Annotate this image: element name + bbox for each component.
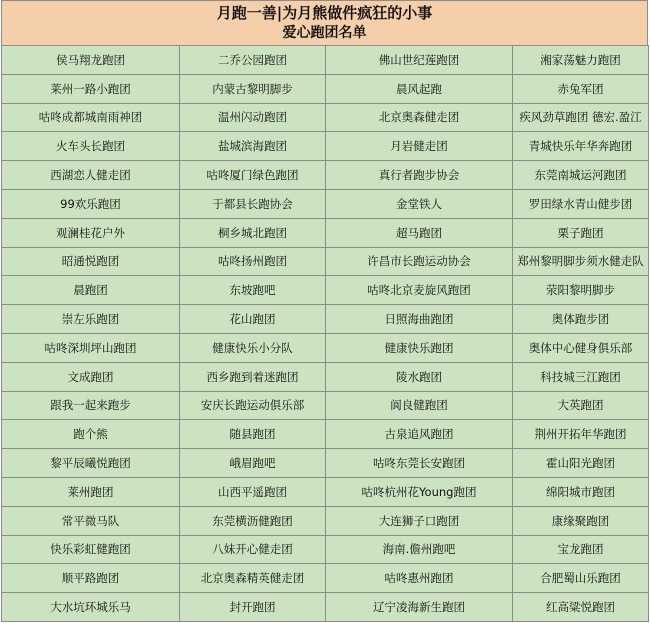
club-name-cell: 科技城三江跑团	[513, 362, 649, 391]
club-name-cell: 疾风劲草跑团 德宏.盈江	[513, 103, 649, 132]
club-name-cell: 罗田绿水青山健步团	[513, 189, 649, 218]
club-name-cell: 快乐彩虹健跑团	[2, 535, 180, 564]
club-name-cell: 赤兔军团	[513, 74, 649, 103]
club-name-cell: 于都县长跑协会	[180, 189, 326, 218]
table-row	[2, 305, 649, 334]
club-name-cell: 奥体跑步团	[513, 305, 649, 334]
page-title: 月跑一善|为月熊做件疯狂的小事	[216, 4, 433, 22]
table-row	[2, 333, 649, 362]
club-name-cell: 安庆长跑运动俱乐部	[180, 391, 326, 420]
club-name-cell: 合肥蜀山乐跑团	[513, 564, 649, 593]
club-name-cell: 咕咚杭州花Young跑团	[326, 477, 513, 506]
club-name-cell: 绵阳城市跑团	[513, 477, 649, 506]
club-table-body	[2, 46, 649, 622]
table-row	[2, 276, 649, 305]
club-name-cell: 山西平遥跑团	[180, 477, 326, 506]
club-name-cell: 咕咚东莞长安跑团	[326, 449, 513, 478]
club-name-cell: 顺平路跑团	[2, 564, 180, 593]
club-name-cell: 阆良健跑团	[326, 391, 513, 420]
club-name-cell: 日照海曲跑团	[326, 305, 513, 334]
title-band	[1, 0, 648, 45]
club-name-cell: 峨眉跑吧	[180, 449, 326, 478]
club-name-cell: 湘家荡魅力跑团	[513, 46, 649, 75]
table-row	[2, 218, 649, 247]
club-name-cell: 月岩健走团	[326, 132, 513, 161]
club-name-cell: 内蒙古黎明脚步	[180, 74, 326, 103]
club-name-cell: 辽宁凌海新生跑团	[326, 593, 513, 622]
club-name-cell: 栗子跑团	[513, 218, 649, 247]
club-name-cell: 金堂铁人	[326, 189, 513, 218]
club-name-cell: 真行者跑步协会	[326, 161, 513, 190]
club-name-cell: 盐城滨海跑团	[180, 132, 326, 161]
club-name-cell: 奥体中心健身俱乐部	[513, 333, 649, 362]
club-name-cell: 咕咚成都城南雨神团	[2, 103, 180, 132]
club-name-cell: 咕咚北京麦旋风跑团	[326, 276, 513, 305]
table-row	[2, 161, 649, 190]
table-row	[2, 535, 649, 564]
page-subtitle: 爱心跑团名单	[282, 25, 367, 41]
club-name-cell: 陵水跑团	[326, 362, 513, 391]
table-row	[2, 362, 649, 391]
club-name-cell: 霍山阳光跑团	[513, 449, 649, 478]
table-row	[2, 593, 649, 622]
club-name-cell: 北京奥森健走团	[326, 103, 513, 132]
club-name-cell: 康缘聚跑团	[513, 506, 649, 535]
club-name-cell: 晨跑团	[2, 276, 180, 305]
club-name-cell: 古泉追风跑团	[326, 420, 513, 449]
club-name-cell: 健康快乐小分队	[180, 333, 326, 362]
club-name-cell: 文成跑团	[2, 362, 180, 391]
club-name-cell: 咕咚惠州跑团	[326, 564, 513, 593]
club-name-cell: 西乡跑到着迷跑团	[180, 362, 326, 391]
club-name-cell: 红高粱悦跑团	[513, 593, 649, 622]
club-name-cell: 侯马翔龙跑团	[2, 46, 180, 75]
club-name-cell: 99欢乐跑团	[2, 189, 180, 218]
club-list-sheet	[1, 0, 648, 622]
club-name-cell: 咕咚扬州跑团	[180, 247, 326, 276]
club-name-cell: 东莞南城运河跑团	[513, 161, 649, 190]
club-name-cell: 荥阳黎明脚步	[513, 276, 649, 305]
club-name-cell: 封开跑团	[180, 593, 326, 622]
club-name-cell: 跟我一起来跑步	[2, 391, 180, 420]
club-name-cell: 郑州黎明脚步须水健走队	[513, 247, 649, 276]
club-name-cell: 东莞横沥健跑团	[180, 506, 326, 535]
club-name-cell: 莱州跑团	[2, 477, 180, 506]
club-name-cell: 东坡跑吧	[180, 276, 326, 305]
club-name-cell: 晨风起跑	[326, 74, 513, 103]
club-name-cell: 海南.儋州跑吧	[326, 535, 513, 564]
club-name-cell: 观澜桂花户外	[2, 218, 180, 247]
club-name-cell: 荆州开拓年华跑团	[513, 420, 649, 449]
club-name-cell: 大水坑环城乐马	[2, 593, 180, 622]
club-name-cell: 咕咚深圳坪山跑团	[2, 333, 180, 362]
club-name-cell: 随县跑团	[180, 420, 326, 449]
club-name-cell: 莱州一路小跑团	[2, 74, 180, 103]
table-row	[2, 506, 649, 535]
club-name-cell: 崇左乐跑团	[2, 305, 180, 334]
club-table	[1, 45, 649, 622]
club-name-cell: 温州闪动跑团	[180, 103, 326, 132]
club-name-cell: 西湖恋人健走团	[2, 161, 180, 190]
club-name-cell: 青城快乐年华奔跑团	[513, 132, 649, 161]
club-name-cell: 桐乡城北跑团	[180, 218, 326, 247]
table-row	[2, 391, 649, 420]
club-name-cell: 八妹开心健走团	[180, 535, 326, 564]
table-row	[2, 189, 649, 218]
club-name-cell: 昭通悦跑团	[2, 247, 180, 276]
table-row	[2, 449, 649, 478]
table-row	[2, 46, 649, 75]
club-name-cell: 北京奥森精英健走团	[180, 564, 326, 593]
club-name-cell: 二乔公园跑团	[180, 46, 326, 75]
club-name-cell: 宝龙跑团	[513, 535, 649, 564]
club-name-cell: 大英跑团	[513, 391, 649, 420]
club-name-cell: 健康快乐跑团	[326, 333, 513, 362]
club-name-cell: 咕咚厦门绿色跑团	[180, 161, 326, 190]
club-name-cell: 火车头长跑团	[2, 132, 180, 161]
club-name-cell: 黎平辰曦悦跑团	[2, 449, 180, 478]
table-row	[2, 477, 649, 506]
club-name-cell: 大连狮子口跑团	[326, 506, 513, 535]
club-name-cell: 超马跑团	[326, 218, 513, 247]
club-name-cell: 跑个熊	[2, 420, 180, 449]
table-row	[2, 132, 649, 161]
table-row	[2, 564, 649, 593]
club-name-cell: 佛山世纪莲跑团	[326, 46, 513, 75]
club-name-cell: 花山跑团	[180, 305, 326, 334]
club-name-cell: 许昌市长跑运动协会	[326, 247, 513, 276]
club-name-cell: 常平微马队	[2, 506, 180, 535]
table-row	[2, 420, 649, 449]
table-row	[2, 103, 649, 132]
table-row	[2, 74, 649, 103]
table-row	[2, 247, 649, 276]
